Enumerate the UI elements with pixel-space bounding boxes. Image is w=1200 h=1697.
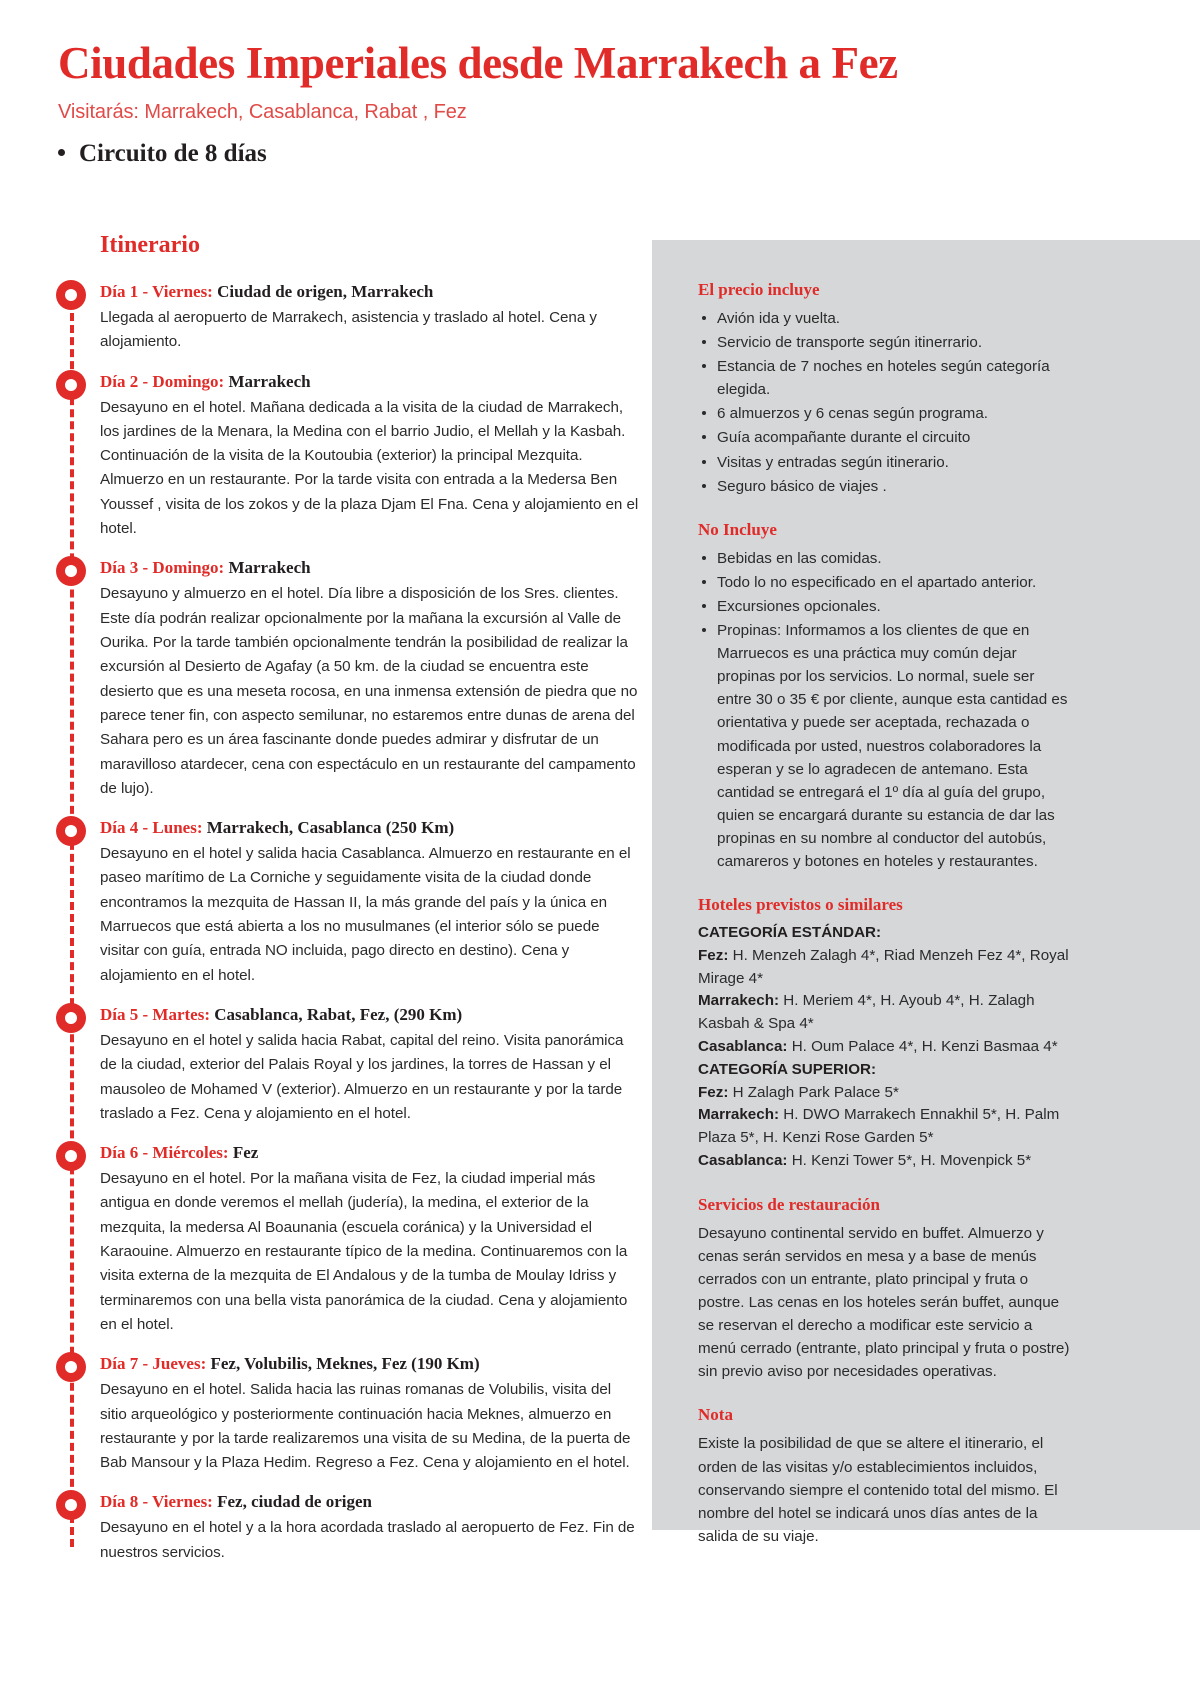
hotel-city-entry [698,945,1070,991]
day-label: Día 5 - Martes: [100,1004,210,1024]
list-item: Estancia de 7 noches en hoteles según categoría elegida. [698,355,1070,401]
hotels-list [698,922,1070,1173]
timeline-marker-icon [56,816,86,846]
day-destination: Fez [228,1143,259,1163]
hotel-city-entry [698,1150,1070,1173]
day-description: Desayuno y almuerzo en el hotel. Día libre a disposición de los Sres. clientes. Este día podrán realizar opcionalmente por la mañana la excursión al Valle de Ourika. Por la tarde también opcionalmente tendrán la posibilidad de realizar la excursión al Desierto de Agafay (a 50 km. de la ciudad se encuentra este desierto que es una meseta rocosa, en una inmensa extensión de piedra que no parece tener fin, con aspecto semilunar, no estaremos entre dunas de arena del Sahara pero es un área fascinante donde puedes admirar y disfrutar de un maravilloso atardecer, cena con espectáculo en un restaurante del campamento de lujo). [100,585,638,797]
day-description: Desayuno en el hotel y a la hora acordada traslado al aeropuerto de Fez. Fin de nuestros servicios. [100,1519,635,1561]
list-item: Excursiones opcionales. [698,595,1070,618]
day-destination: Fez, Volubilis, Meknes, Fez (190 Km) [206,1354,480,1374]
list-item: Guía acompañante durante el circuito [698,426,1070,449]
itinerary-timeline [56,281,642,1565]
destinations-subtitle: Visitarás: Marrakech, Casablanca, Rabat , Fez [58,101,467,124]
list-item: Bebidas en las comidas. [698,547,1070,570]
day-destination: Casablanca, Rabat, Fez, (290 Km) [210,1004,463,1024]
catering-body: Desayuno continental servido en buffet. Almuerzo y cenas serán servidos en mesa y a base de menús cerrados con un entrante, plato principal y fruta o postre. Las cenas en los hoteles serán buffet, aunque se reservan el derecho a modificar este servicio a menú cerrado (entrante, plato principal y fruta o postre) sin previo aviso por necesidades operativas. [698,1224,1070,1381]
day-label: Día 6 - Miércoles: [100,1143,229,1163]
hotel-category-heading: CATEGORÍA SUPERIOR: [698,1060,877,1078]
day-description: Desayuno en el hotel. Por la mañana visita de Fez, la ciudad imperial más antigua en donde veremos el mellah (judería), la medina, el exterior de la mezquita, la medersa Al Boaunania (escuela coránica) y la Universidad el Karaouine. Almuerzo en restaurante típico de la medina. Continuaremos con la visita externa de la mezquita de El Andalous y de la tumba de Moulay Idriss y terminaremos con una bella vista panorámica de la ciudad. Cena y alojamiento en el hotel. [100,1170,628,1333]
day-destination: Marrakech [224,558,311,578]
hotel-name-list: H Zalagh Park Palace 5* [728,1083,899,1101]
includes-heading: El precio incluye [698,280,820,299]
day-description: Llegada al aeropuerto de Marrakech, asistencia y traslado al hotel. Cena y alojamiento. [100,308,597,351]
itinerary-day [100,1353,642,1475]
itinerary-column [0,232,652,1581]
day-description: Desayuno en el hotel. Salida hacia las ruinas romanas de Volubilis, visita del sitio arqueológico y posteriormente continuación hacia Meknes, almuerzo en restaurante y por la tarde realizaremos una visita de su Medina, de la puerta de Bab Mansour y la Plaza Hedim. Regreso a Fez. Cena y alojamiento en el hotel. [100,1381,631,1472]
hotel-name-list: H. Oum Palace 4*, H. Kenzi Basmaa 4* [787,1038,1058,1056]
hotel-city-entry [698,1036,1070,1059]
page-title: Ciudades Imperiales desde Marrakech a Fez [58,38,898,88]
itinerary-day [100,1004,642,1126]
itinerary-day [100,281,642,355]
itinerary-day [100,1491,642,1565]
list-item: Visitas y entradas según itinerario. [698,451,1070,474]
day-description: Desayuno en el hotel y salida hacia Casablanca. Almuerzo en restaurante en el paseo marítimo de La Corniche y seguidamente visita de la ciudad donde encontramos la mezquita de Hassan II, la más grande del país y la única en Marruecos que está abierta a los no musulmanes (el interior sólo se puede visitar con guía, entrada NO incluida, pago directo en destino). Cena y alojamiento en el hotel. [100,845,631,984]
itinerary-day [100,557,642,801]
timeline-marker-icon [56,370,86,400]
content-columns [0,232,1200,1581]
list-item: Servicio de transporte según itinerrario. [698,331,1070,354]
day-destination: Marrakech [224,371,311,391]
hotel-city-name: Casablanca: [698,1152,788,1170]
hotel-city-name: Marrakech: [698,992,780,1010]
timeline-marker-icon [56,1490,86,1520]
day-heading [100,1142,642,1165]
day-label: Día 2 - Domingo: [100,371,225,391]
hotel-category-heading: CATEGORÍA ESTÁNDAR: [698,924,882,942]
bullet-icon [58,149,65,156]
circuit-duration-label: Circuito de 8 días [79,140,267,168]
hotels-heading: Hoteles previstos o similares [698,895,903,915]
timeline-marker-icon [56,1003,86,1033]
list-item: Propinas: Informamos a los clientes de que en Marruecos es una práctica muy común dejar propinas por los servicios. Lo normal, suele ser entre 30 o 35 € por cliente, aunque esta cantidad es orientativa y puede ser aceptada, rechazada o modificada por usted, nuestros colaboradores la esperan y se lo agradecen de antemano. Esta cantidad se entregará el 1º día al guía del grupo, quien se encargará durante su estancia de dar las propinas en su nombre al conductor del autobús, camareros y botones en hoteles y restaurantes. [698,619,1070,873]
day-destination: Fez, ciudad de origen [212,1492,372,1512]
list-item: 6 almuerzos y 6 cenas según programa. [698,402,1070,425]
circuit-duration [58,140,1140,168]
note-body: Existe la posibilidad de que se altere el itinerario, el orden de las visitas y/o establecimientos incluidos, conservando siempre el contenido total del mismo. El nombre del hotel se indicará unos días antes de la salida de su viaje. [698,1435,1058,1545]
itinerary-day [100,371,642,542]
hotel-name-list: H. Meriem 4*, H. Ayoub 4*, H. Zalagh Kasbah & Spa 4* [698,992,1035,1033]
hotel-name-list: H. DWO Marrakech Ennakhil 5*, H. Palm Plaza 5*, H. Kenzi Rose Garden 5* [698,1106,1060,1147]
day-heading [100,1353,642,1376]
timeline-marker-icon [56,280,86,310]
day-destination: Marrakech, Casablanca (250 Km) [202,818,455,838]
hotel-city-entry [698,1082,1070,1105]
day-label: Día 3 - Domingo: [100,558,225,578]
document-header [0,0,1200,168]
day-heading [100,1004,642,1027]
list-item: Avión ida y vuelta. [698,307,1070,330]
info-sidebar [652,232,1200,1581]
day-heading [100,1491,642,1514]
timeline-marker-icon [56,556,86,586]
day-label: Día 7 - Jueves: [100,1354,207,1374]
hotel-city-entry [698,1104,1070,1150]
day-description: Desayuno en el hotel y salida hacia Rabat, capital del reino. Visita panorámica de la ciudad, exterior del Palais Royal y los jardines, la torres de Hassan y el mausoleo de Mohamed V (exterior). Almuerzo en un restaurante y por la tarde traslado a Fez. Cena y alojamiento en el hotel. [100,1031,624,1122]
timeline-marker-icon [56,1141,86,1171]
timeline-marker-icon [56,1352,86,1382]
day-heading [100,281,642,304]
hotel-city-name: Fez: [698,946,729,964]
itinerary-day [100,1142,642,1337]
hotel-city-name: Casablanca: [698,1038,788,1056]
day-destination: Ciudad de origen, Marrakech [212,282,434,301]
itinerary-heading: Itinerario [100,232,200,258]
excludes-list [698,547,1070,873]
hotel-city-name: Marrakech: [698,1106,780,1124]
itinerary-day [100,817,642,988]
day-label: Día 1 - Viernes: [100,282,213,301]
note-heading: Nota [698,1405,733,1425]
hotel-city-entry [698,990,1070,1036]
list-item: Todo lo no especificado en el apartado anterior. [698,571,1070,594]
catering-heading: Servicios de restauración [698,1194,880,1214]
hotel-name-list: H. Kenzi Tower 5*, H. Movenpick 5* [787,1152,1032,1170]
day-label: Día 4 - Lunes: [100,818,203,838]
day-label: Día 8 - Viernes: [100,1492,213,1512]
day-heading [100,371,642,394]
hotel-city-name: Fez: [698,1083,729,1101]
day-description: Desayuno en el hotel. Mañana dedicada a la visita de la ciudad de Marrakech, los jardines de la Menara, la Medina con el barrio Judio, el Mellah y la Kasbah. Continuación de la visita de la Koutoubia (exterior) la principal Mezquita. Almuerzo en un restaurante. Por la tarde visita con entrada a la Medersa Ben Youssef , visita de los zokos y de la plaza Djam El Fna. Cena y alojamiento en el hotel. [100,398,639,538]
includes-list [698,307,1070,498]
list-item: Seguro básico de viajes . [698,475,1070,498]
day-heading [100,557,642,580]
hotel-name-list: H. Menzeh Zalagh 4*, Riad Menzeh Fez 4*, Royal Mirage 4* [698,946,1069,987]
excludes-heading: No Incluye [698,519,777,539]
day-heading [100,817,642,840]
